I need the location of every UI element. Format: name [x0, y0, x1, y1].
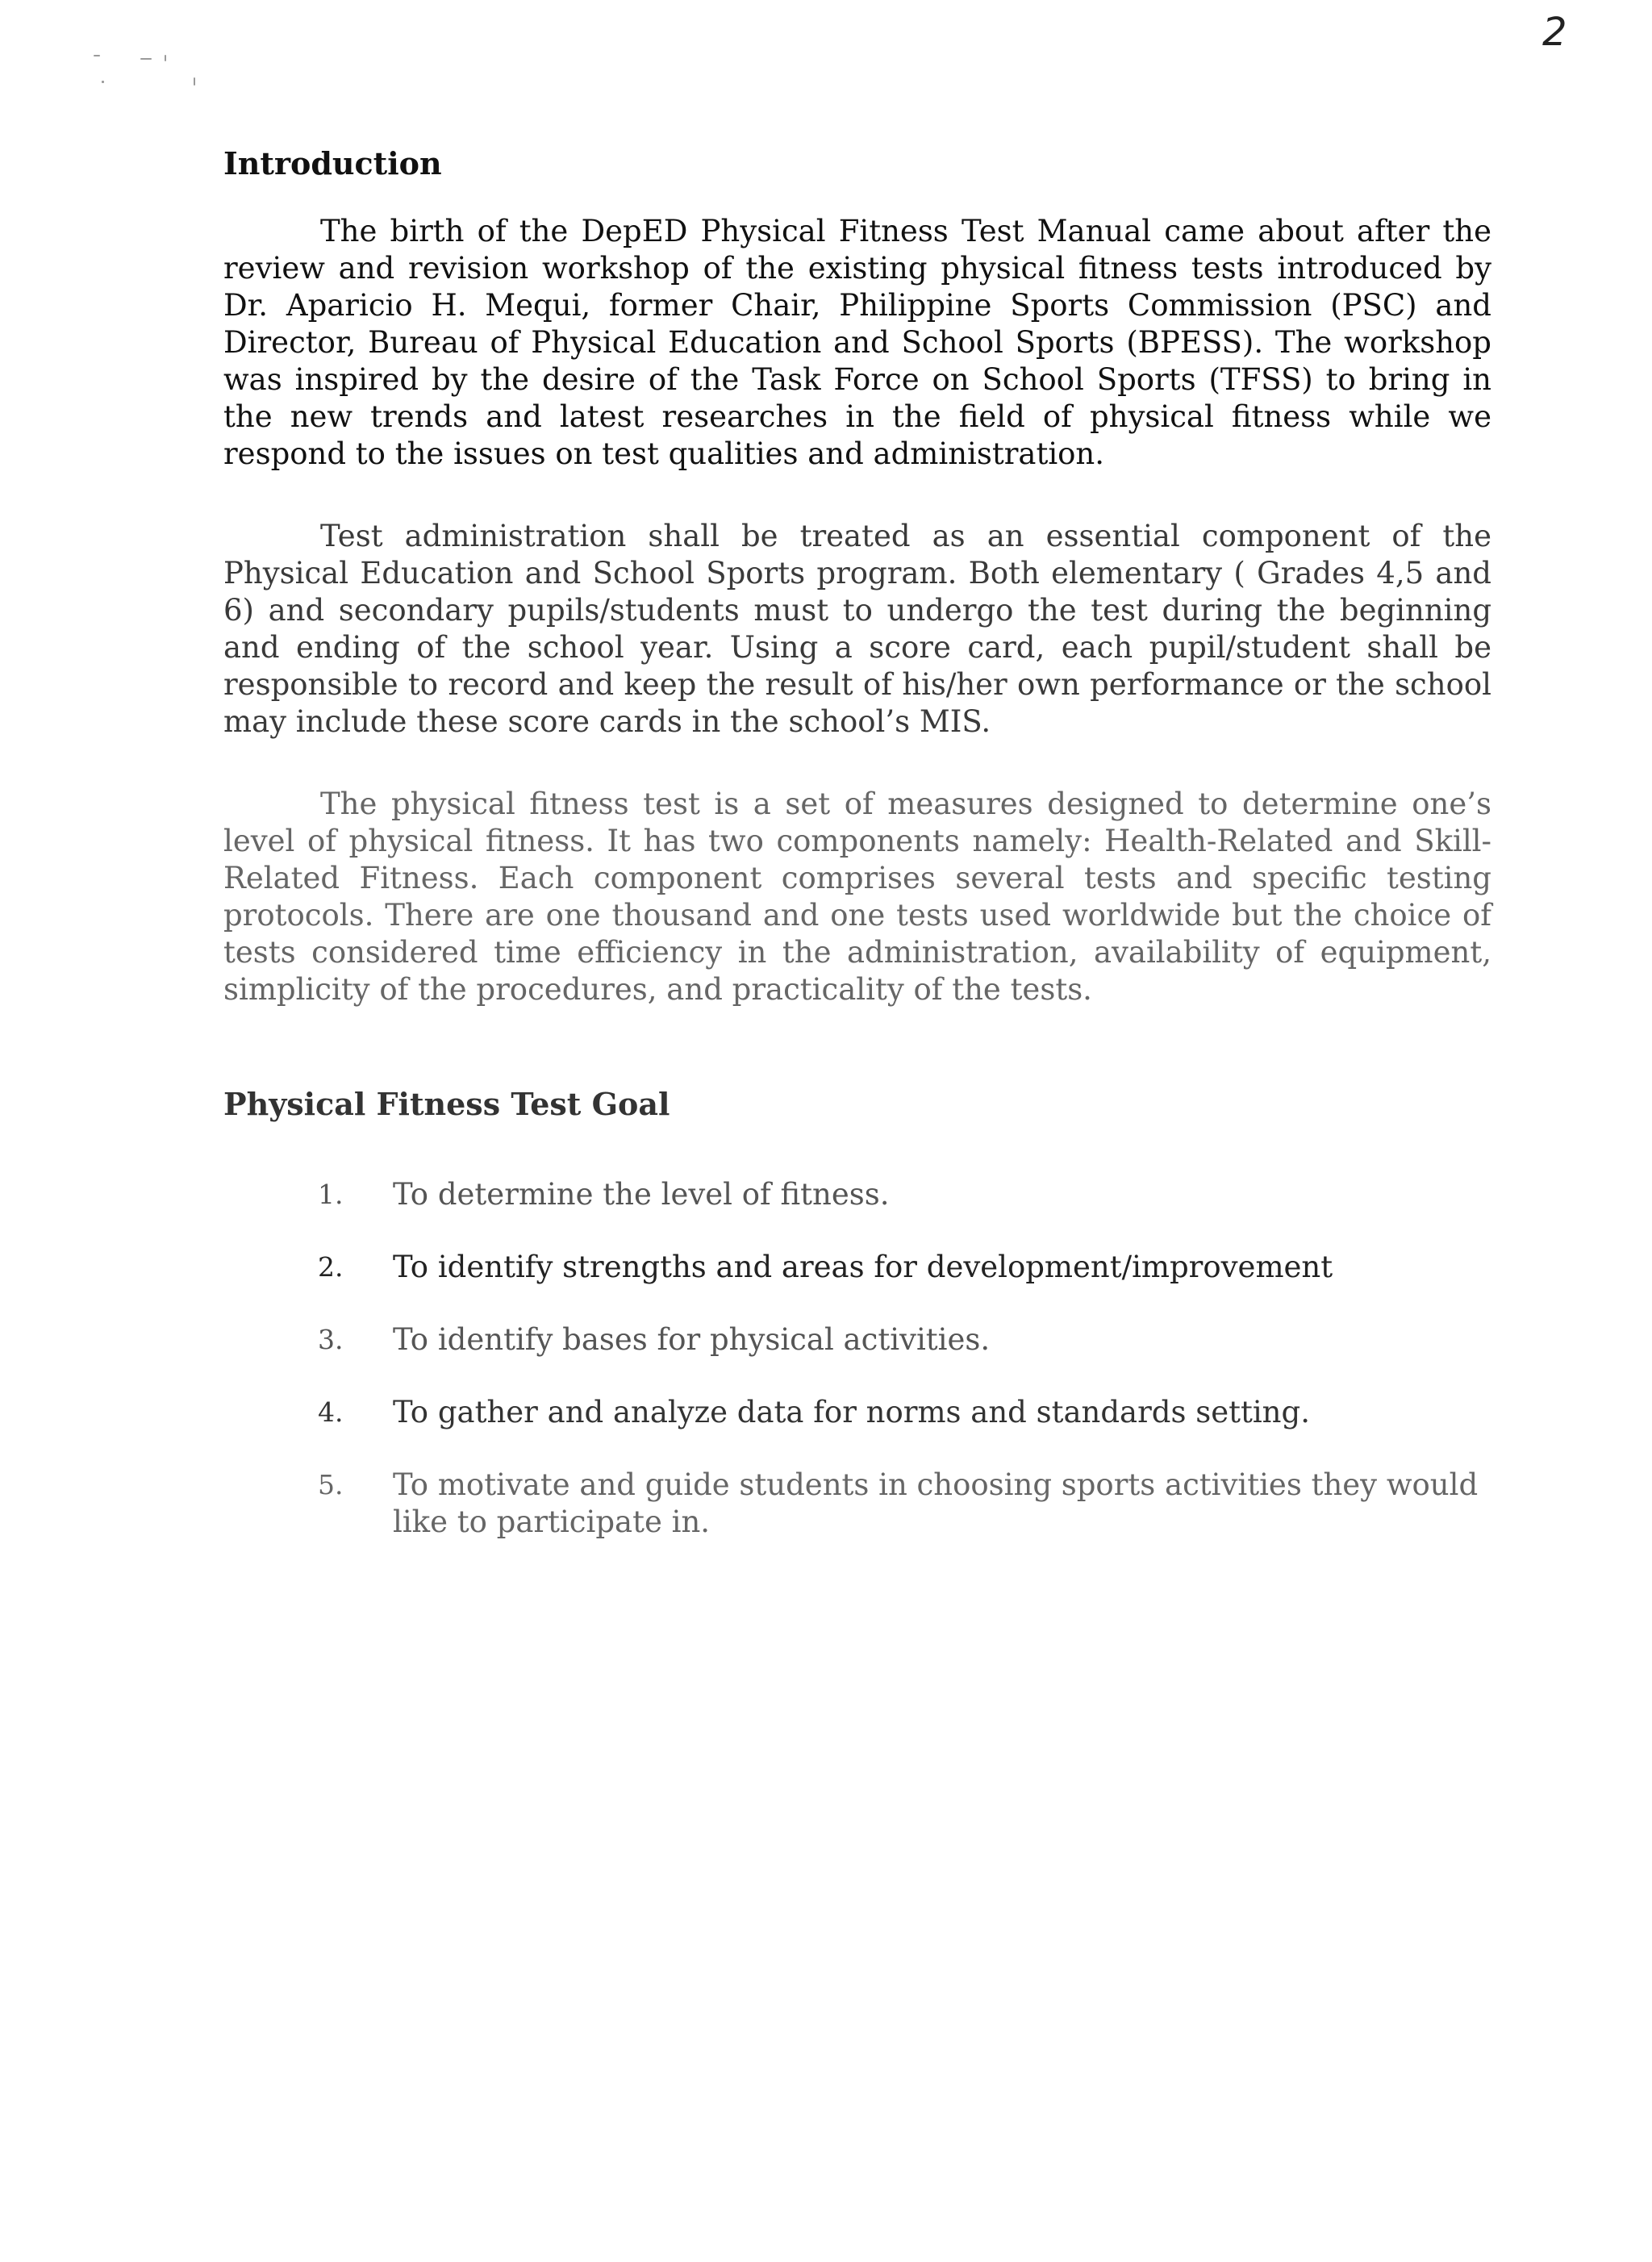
goal-item	[223, 1321, 1491, 1358]
goal-item	[223, 1394, 1491, 1431]
document-body	[223, 137, 1491, 1576]
goal-item	[223, 1249, 1491, 1286]
goals-heading: Physical Fitness Test Goal	[223, 1086, 670, 1122]
introduction-paragraph-1: The birth of the DepED Physical Fitness Test Manual came about after the review and revision workshop of the existing physical fitness tests introduced by Dr. Aparicio H. Mequi, former Chair, Philippine Sports Commission (PSC) and Director, Bureau of Physical Education and School Sports (BPESS). The workshop was inspired by the desire of the Task Force on School Sports (TFSS) to bring in the new trends and latest researches in the field of physical fitness while we respond to the issues on test qualities and administration.	[223, 214, 1491, 471]
goal-text: To gather and analyze data for norms and standards setting.	[393, 1395, 1310, 1429]
goal-text: To identify bases for physical activities.	[393, 1322, 991, 1357]
goal-number: 5.	[318, 1469, 344, 1500]
goal-item	[223, 1467, 1491, 1541]
introduction-paragraph-3: The physical fitness test is a set of measures designed to determine one’s level of physical fitness. It has two components namely: Health-Related and Skill-Related Fitness. Each component comprises several tests and specific testing protocols. There are one thousand and one tests used worldwide but the choice of tests considered time efficiency in the administration, availability of equipment, simplicity of the procedures, and practicality of the tests.	[223, 787, 1491, 1007]
goal-item	[223, 1176, 1491, 1213]
goal-number: 2.	[318, 1251, 344, 1283]
goal-number: 1.	[318, 1179, 344, 1210]
goal-text: To motivate and guide students in choosing sports activities they would like to participate in.	[393, 1467, 1479, 1539]
introduction-heading: Introduction	[223, 145, 442, 182]
goal-number: 3.	[318, 1324, 344, 1355]
goal-text: To identify strengths and areas for development/improvement	[393, 1250, 1333, 1284]
goal-text: To determine the level of fitness.	[393, 1177, 890, 1212]
introduction-paragraph-2: Test administration shall be treated as an essential component of the Physical Education and School Sports program. Both elementary ( Grades 4,5 and 6) and secondary pupils/students must to undergo the test during the beginning and ending of the school year. Using a score card, each pupil/student shall be responsible to record and keep the result of his/her own performance or the school may include these score cards in the school’s MIS.	[223, 519, 1491, 739]
goals-list	[223, 1176, 1491, 1541]
scan-specks	[89, 48, 210, 97]
page-number: 2	[1542, 10, 1567, 55]
goal-number: 4.	[318, 1396, 344, 1428]
